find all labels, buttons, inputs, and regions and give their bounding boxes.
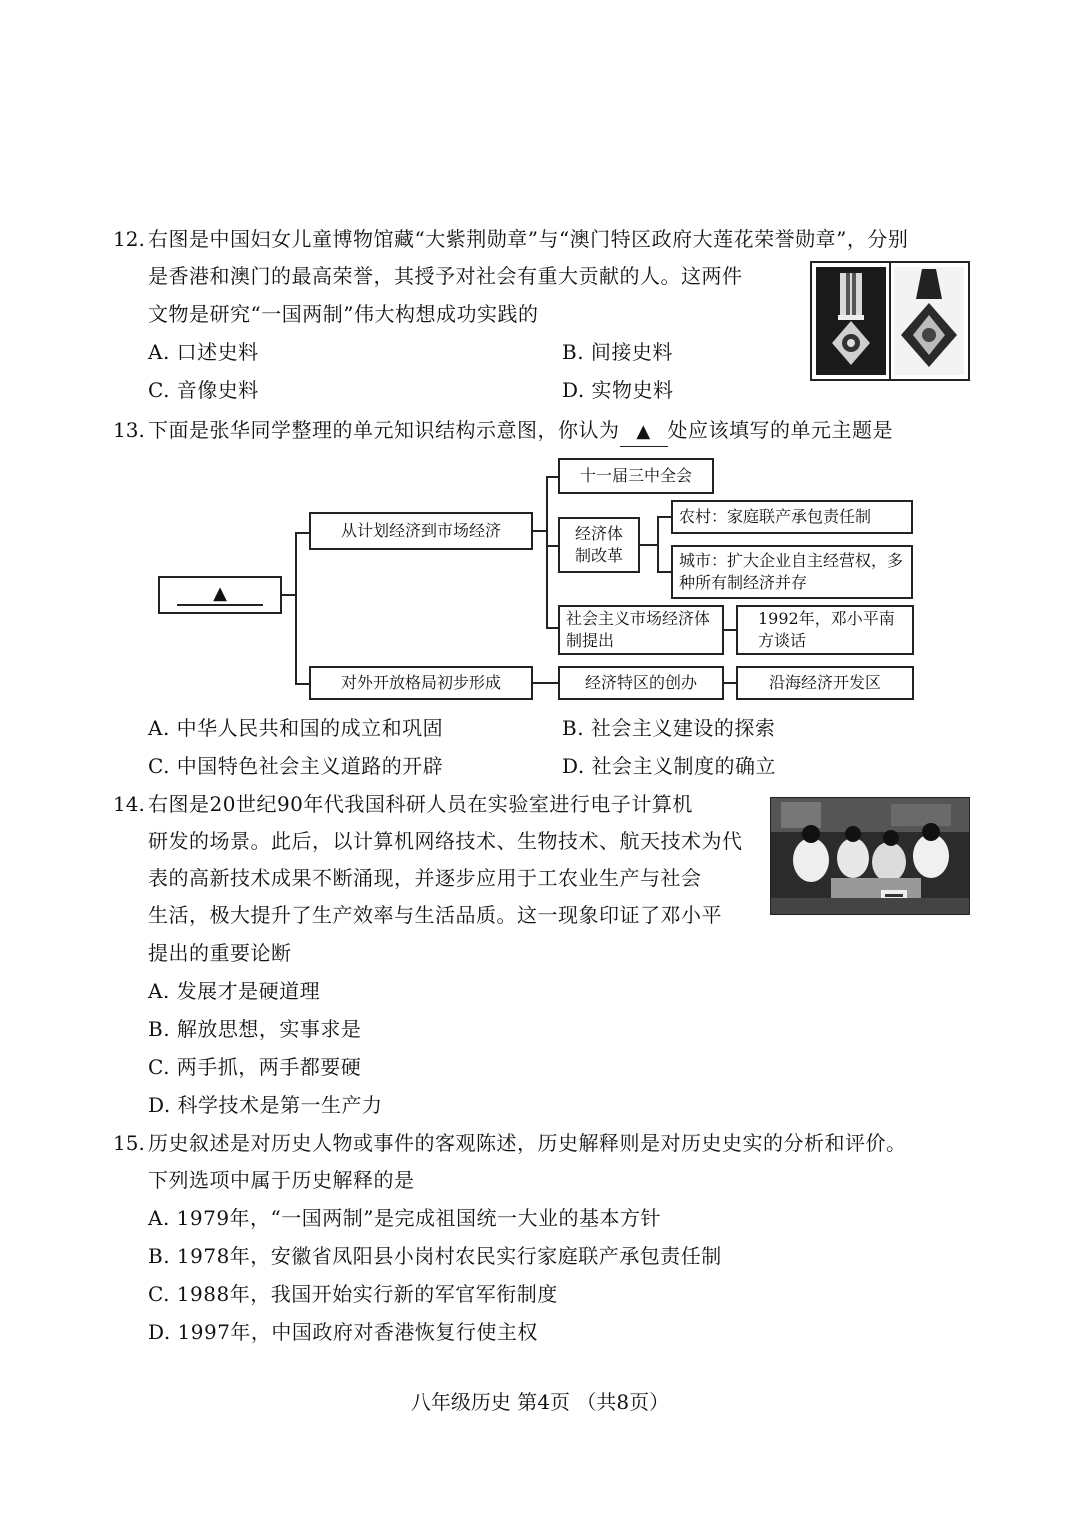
q13-stem-line1: 下面是张华同学整理的单元知识结构示意图，你认为 ▲ 处应该填写的单元主题是 [148, 416, 893, 447]
q14-stem-line3: 表的高新技术成果不断涌现，并逐步应用于工农业生产与社会 [148, 866, 702, 890]
diagram-node-coastal-zones: 沿海经济开发区 [736, 666, 914, 700]
q14-option-b[interactable]: B. 解放思想，实事求是 [148, 1017, 362, 1041]
lab-photo [770, 797, 970, 915]
diagram-node-sez: 经济特区的创办 [558, 666, 724, 700]
diagram-node-urban: 城市：扩大企业自主经营权，多种所有制经济并存 [671, 545, 913, 599]
diagram-node-opening-up: 对外开放格局初步形成 [309, 666, 533, 700]
diagram-root-box [158, 576, 282, 614]
q12-option-d[interactable]: D. 实物史料 [562, 378, 674, 402]
blank-triangle-marker: ▲ [620, 418, 668, 447]
diagram-node-economic-reform: 经济体制改革 [558, 517, 640, 573]
medals-photo [810, 261, 970, 381]
q14-stem-line1: 右图是20世纪90年代我国科研人员在实验室进行电子计算机 [148, 792, 693, 816]
q15-stem-line1: 历史叙述是对历史人物或事件的客观陈述，历史解释则是对历史史实的分析和评价。 [148, 1131, 907, 1155]
q15-option-c[interactable]: C. 1988年，我国开始实行新的军官军衔制度 [148, 1282, 558, 1306]
q14-option-a[interactable]: A. 发展才是硬道理 [148, 979, 321, 1003]
diagram-node-third-plenum: 十一届三中全会 [558, 458, 714, 494]
q13-option-d[interactable]: D. 社会主义制度的确立 [562, 754, 777, 778]
diagram-node-rural: 农村：家庭联产承包责任制 [671, 500, 913, 534]
q14-option-d[interactable]: D. 科学技术是第一生产力 [148, 1093, 383, 1117]
q14-option-c[interactable]: C. 两手抓，两手都要硬 [148, 1055, 362, 1079]
q12-stem-line2: 是香港和澳门的最高荣誉，其授予对社会有重大贡献的人。这两件 [148, 264, 743, 288]
q15-option-b[interactable]: B. 1978年，安徽省凤阳县小岗村农民实行家庭联产承包责任制 [148, 1244, 722, 1268]
q12-option-b[interactable]: B. 间接史料 [562, 340, 673, 364]
q15-option-d[interactable]: D. 1997年，中国政府对香港恢复行使主权 [148, 1320, 538, 1344]
q13-option-b[interactable]: B. 社会主义建设的探索 [562, 716, 776, 740]
q12-stem-line3: 文物是研究“一国两制”伟大构想成功实践的 [148, 302, 539, 326]
q13-number: 13. [113, 418, 145, 442]
diagram-node-planned-to-market: 从计划经济到市场经济 [309, 512, 533, 550]
page-footer: 八年级历史 第4页 （共8页） [410, 1390, 670, 1414]
diagram-root-placeholder: ▲ [177, 584, 263, 606]
diagram-node-1992-southern-tour: 1992年，邓小平南方谈话 [736, 605, 914, 655]
q12-option-c[interactable]: C. 音像史料 [148, 378, 259, 402]
q14-stem-line4: 生活，极大提升了生产效率与生活品质。这一现象印证了邓小平 [148, 903, 722, 927]
q15-option-a[interactable]: A. 1979年，“一国两制”是完成祖国统一大业的基本方针 [148, 1206, 662, 1230]
q14-number: 14. [113, 792, 145, 816]
q14-stem-line5: 提出的重要论断 [148, 941, 292, 965]
q13-option-c[interactable]: C. 中国特色社会主义道路的开辟 [148, 754, 444, 778]
q15-stem-line2: 下列选项中属于历史解释的是 [148, 1168, 415, 1192]
q12-stem-line1: 右图是中国妇女儿童博物馆藏“大紫荆勋章”与“澳门特区政府大莲花荣誉勋章”，分别 [148, 227, 909, 251]
q15-number: 15. [113, 1131, 145, 1155]
q12-option-a[interactable]: A. 口述史料 [148, 340, 259, 364]
diagram-node-socialist-market: 社会主义市场经济体制提出 [558, 605, 724, 655]
q14-stem-line2: 研发的场景。此后，以计算机网络技术、生物技术、航天技术为代 [148, 829, 743, 853]
q12-number: 12. [113, 227, 145, 251]
q13-option-a[interactable]: A. 中华人民共和国的成立和巩固 [148, 716, 444, 740]
